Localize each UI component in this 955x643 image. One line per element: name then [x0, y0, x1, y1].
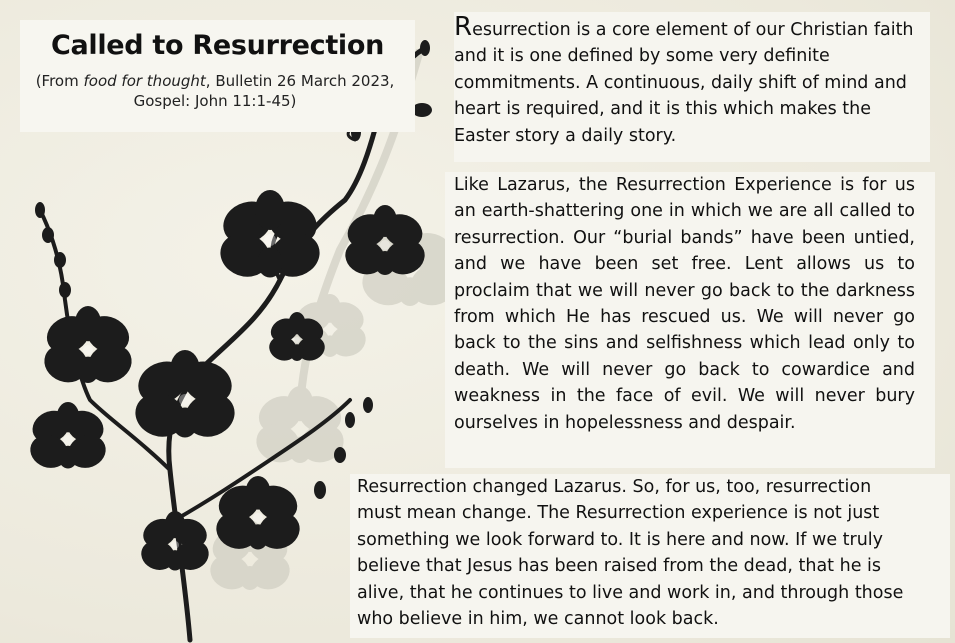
subtitle-source: food for thought	[83, 72, 206, 90]
subtitle	[30, 71, 400, 111]
paragraph-2: Like Lazarus, the Resurrection Experience is for us an earth-shattering one in which we are all called to resurrection. Our “burial bands” have been untied, and we have been set free. Lent allows us to proclaim that we will never go back to the darkness from which He has rescued us. We will never go back to the sins and selfishness which lead only to death. We will never go back to cowardice and weakness in the face of evil. We will never bury ourselves in hopelessness and despair.	[445, 172, 935, 468]
paragraph-1-text: esurrection is a core element of our Christian faith and it is one defined by some very definite commitments. A continuous, daily shift of mind and heart is required, and it is this which makes the Easter story a daily story.	[454, 20, 914, 146]
page-title: Called to Resurrection	[50, 30, 385, 61]
subtitle-suffix: , Bulletin 26 March 2023,	[205, 72, 395, 90]
subtitle-gospel: Gospel: John 11:1-45)	[133, 92, 297, 110]
subtitle-prefix: (From	[35, 72, 84, 90]
paragraph-3: Resurrection changed Lazarus. So, for us, too, resurrection must mean change. The Resurrection experience is not just something we look forward to. It is here and now. If we truly believe that Jesus has been raised from the dead, that he is alive, that he continues to live and work in, and through those who believe in him, we cannot look back.	[350, 474, 950, 638]
drop-cap: R	[454, 12, 473, 42]
paragraph-1	[454, 12, 930, 162]
